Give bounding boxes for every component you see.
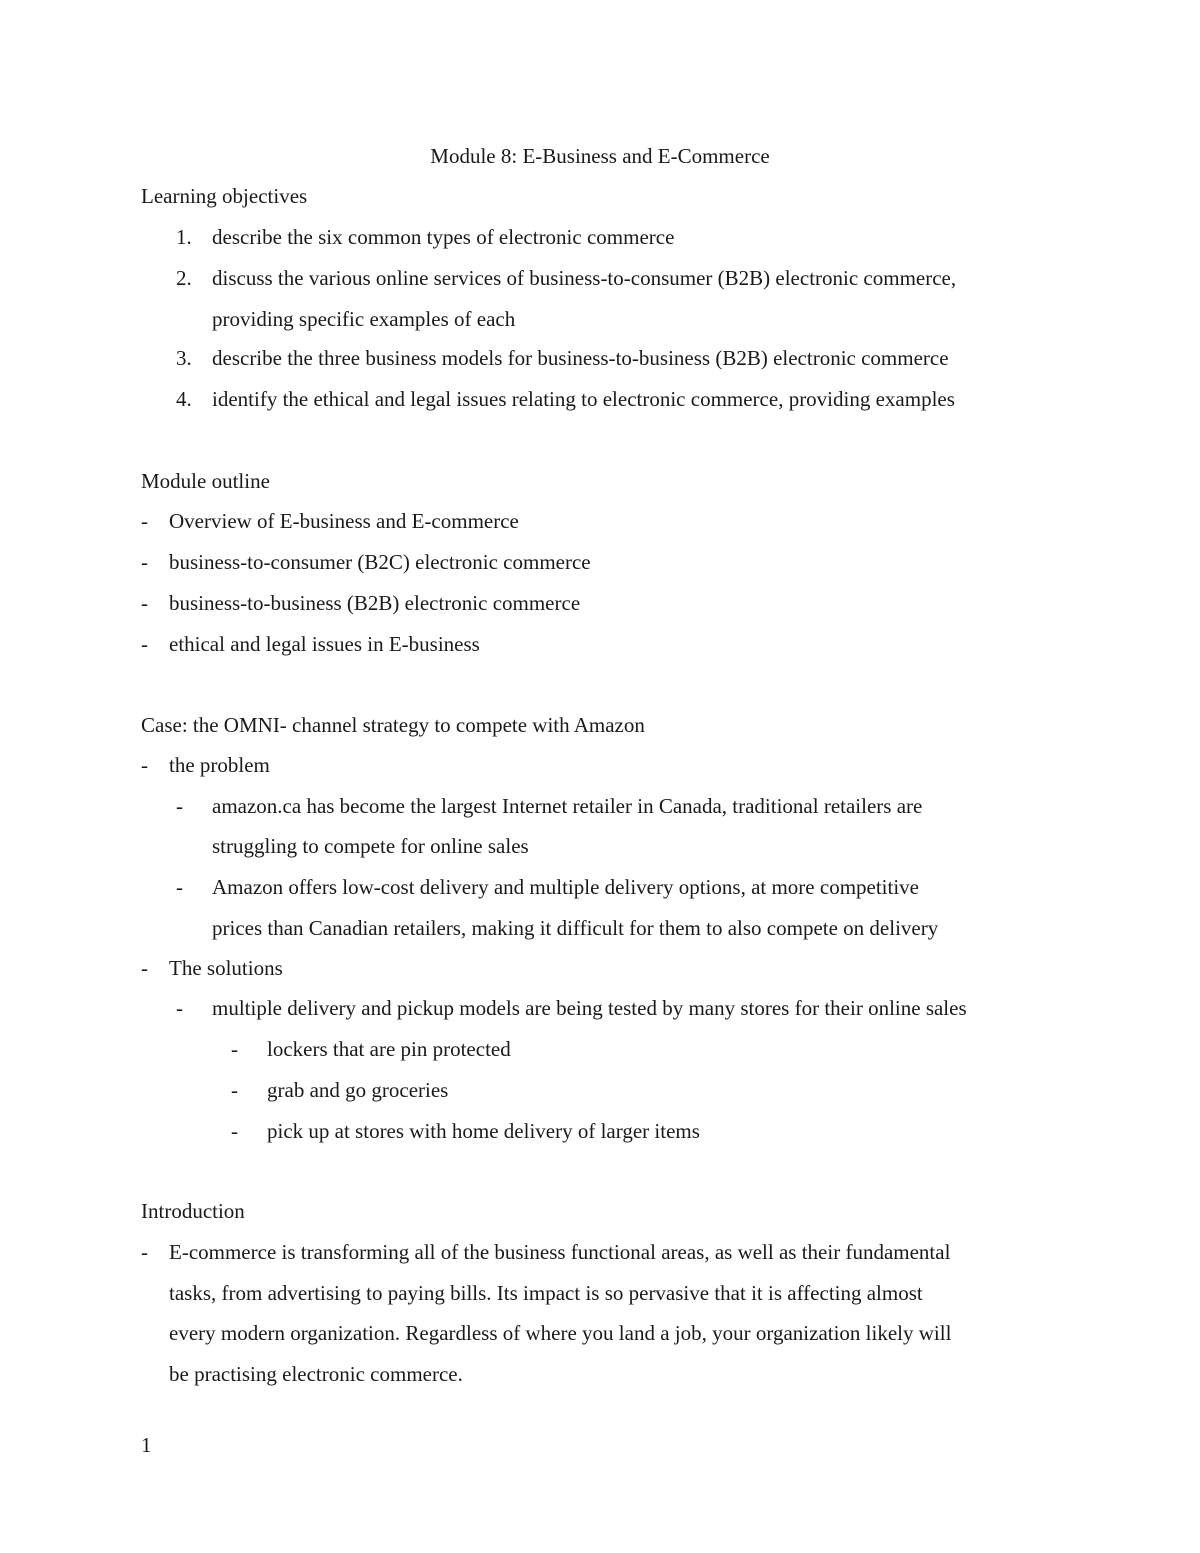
introduction-heading: Introduction xyxy=(141,1199,245,1223)
objective-text: describe the three business models for business-to-business (B2B) electronic commerce xyxy=(212,346,949,370)
introduction-text: be practising electronic commerce. xyxy=(169,1362,463,1386)
bullet-marker: - xyxy=(141,550,148,574)
bullet-marker: - xyxy=(141,509,148,533)
bullet-marker: - xyxy=(231,1037,238,1061)
outline-item: ethical and legal issues in E-business xyxy=(169,632,480,656)
objective-number: 3. xyxy=(176,346,192,370)
page-number: 1 xyxy=(141,1433,152,1457)
outline-item: business-to-business (B2B) electronic commerce xyxy=(169,591,581,615)
objective-text: identify the ethical and legal issues relating to electronic commerce, providing examples xyxy=(212,387,955,411)
introduction-text: E-commerce is transforming all of the business functional areas, as well as their fundamental xyxy=(169,1240,951,1264)
bullet-marker: - xyxy=(141,591,148,615)
solutions-subpoint: lockers that are pin protected xyxy=(267,1037,511,1061)
introduction-text: tasks, from advertising to paying bills. Its impact is so pervasive that it is affecting almost xyxy=(169,1281,923,1305)
objective-text: discuss the various online services of business-to-consumer (B2B) electronic commerce, xyxy=(212,266,957,290)
introduction-text: every modern organization. Regardless of where you land a job, your organization likely will xyxy=(169,1321,952,1345)
problem-point-continued: struggling to compete for online sales xyxy=(212,834,529,858)
outline-heading: Module outline xyxy=(141,469,270,493)
objective-number: 4. xyxy=(176,387,192,411)
solutions-subpoint: grab and go groceries xyxy=(267,1078,449,1102)
solutions-point: multiple delivery and pickup models are being tested by many stores for their online sales xyxy=(212,996,967,1020)
problem-point: Amazon offers low-cost delivery and multiple delivery options, at more competitive xyxy=(212,875,920,899)
problem-point: amazon.ca has become the largest Internet retailer in Canada, traditional retailers are xyxy=(212,794,923,818)
bullet-marker: - xyxy=(141,1240,148,1264)
objective-number: 1. xyxy=(176,225,192,249)
bullet-marker: - xyxy=(141,753,148,777)
solutions-subpoint: pick up at stores with home delivery of larger items xyxy=(267,1119,700,1143)
outline-item: business-to-consumer (B2C) electronic commerce xyxy=(169,550,591,574)
outline-item: Overview of E-business and E-commerce xyxy=(169,509,519,533)
objective-text-continued: providing specific examples of each xyxy=(212,307,516,331)
bullet-marker: - xyxy=(176,794,183,818)
objective-text: describe the six common types of electronic commerce xyxy=(212,225,675,249)
bullet-marker: - xyxy=(176,996,183,1020)
problem-point-continued: prices than Canadian retailers, making it difficult for them to also compete on delivery xyxy=(212,916,939,940)
bullet-marker: - xyxy=(176,875,183,899)
bullet-marker: - xyxy=(231,1119,238,1143)
case-heading: Case: the OMNI- channel strategy to compete with Amazon xyxy=(141,713,645,737)
problem-label: the problem xyxy=(169,753,270,777)
objectives-heading: Learning objectives xyxy=(141,184,308,208)
bullet-marker: - xyxy=(231,1078,238,1102)
bullet-marker: - xyxy=(141,956,148,980)
bullet-marker: - xyxy=(141,632,148,656)
page-title: Module 8: E-Business and E-Commerce xyxy=(430,144,770,168)
objective-number: 2. xyxy=(176,266,192,290)
solutions-label: The solutions xyxy=(169,956,283,980)
